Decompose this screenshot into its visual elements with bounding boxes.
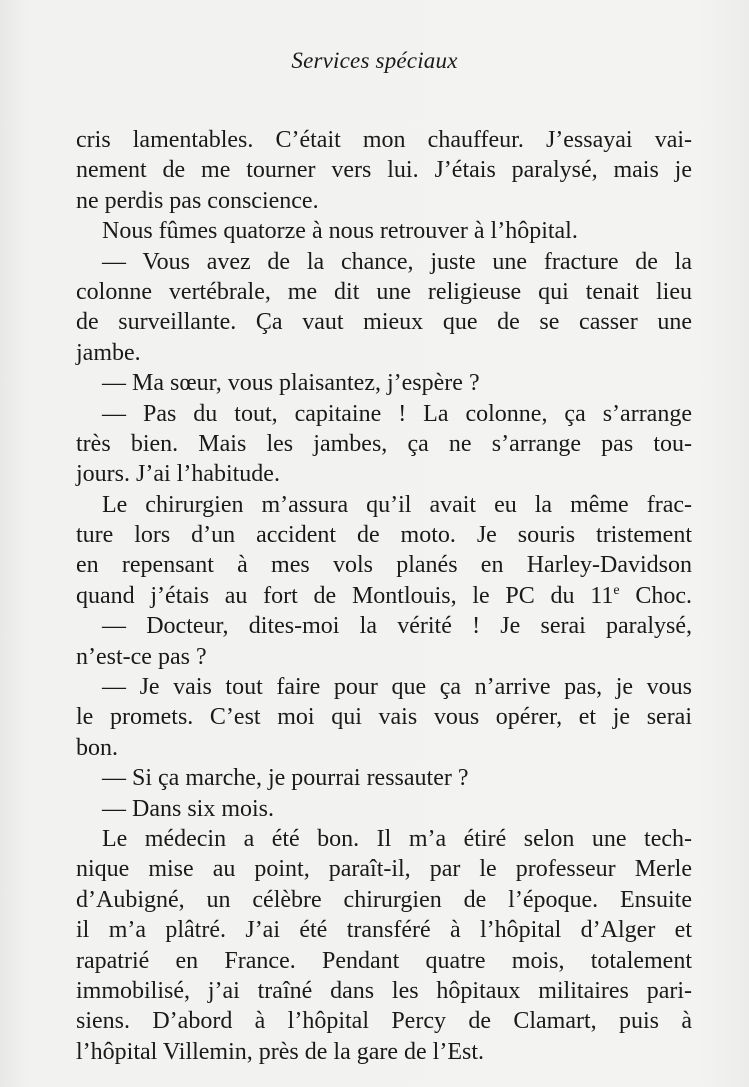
text-line: Nous fûmes quatorze à nous retrouver à l’hôpital. [102,218,578,245]
text-line: de surveillante. Ça vaut mieux que de se casser une [76,309,692,336]
text-line: Le médecin a été bon. Il m’a étiré selon une tech- [102,825,692,852]
text-line: — Vous avez de la chance, juste une fracture de la [102,248,692,275]
text-line: siens. D’abord à l’hôpital Percy de Clamart, puis à [76,1008,692,1035]
superscript: e [613,582,620,598]
text-line: — Si ça marche, je pourrai ressauter ? [102,765,469,792]
text-line: nique mise au point, paraît-il, par le professeur Merle [76,856,692,883]
text-line: le promets. C’est moi qui vais vous opérer, et je serai [76,704,692,731]
text-line: très bien. Mais les jambes, ça ne s’arrange pas tou- [76,430,692,457]
text-line: Le chirurgien m’assura qu’il avait eu la même frac- [102,491,692,518]
text-line: cris lamentables. C’était mon chauffeur. J’essayai vai- [76,127,692,153]
text-line: — Je vais tout faire pour que ça n’arrive pas, je vous [102,674,692,701]
text-line: d’Aubigné, un célèbre chirurgien de l’époque. Ensuite [76,886,692,913]
text-line: ne perdis pas conscience. [76,187,319,214]
text-line: n’est-ce pas ? [76,643,207,670]
text-line: en repensant à mes vols planés en Harley-Davidson [76,552,692,579]
text-line: — Ma sœur, vous plaisantez, j’espère ? [102,370,480,397]
running-head: Services spéciaux [291,48,458,73]
text-line: quand j’étais au fort de Montlouis, le PC du 11e Choc. [76,582,692,609]
text-line: il m’a plâtré. J’ai été transféré à l’hôpital d’Alger et [76,917,692,944]
text-line: immobilisé, j’ai traîné dans les hôpitaux militaires pari- [76,977,692,1004]
text-line: — Docteur, dites-moi la vérité ! Je serai paralysé, [102,613,692,640]
body-text [76,125,692,1067]
text-line: — Pas du tout, capitaine ! La colonne, ça s’arrange [102,400,692,427]
text-line: colonne vertébrale, me dit une religieuse qui tenait lieu [76,278,692,305]
text-line: rapatrié en France. Pendant quatre mois, totalement [76,947,692,974]
text-line: jambe. [76,339,141,366]
text-line: l’hôpital Villemin, près de la gare de l’Est. [76,1038,484,1065]
text-line: — Dans six mois. [102,795,275,822]
text-line: ture lors d’un accident de moto. Je souris tristement [76,522,692,549]
text-line: nement de me tourner vers lui. J’étais paralysé, mais je [76,157,692,184]
text-line: bon. [76,734,118,761]
text-line: jours. J’ai l’habitude. [76,461,280,488]
